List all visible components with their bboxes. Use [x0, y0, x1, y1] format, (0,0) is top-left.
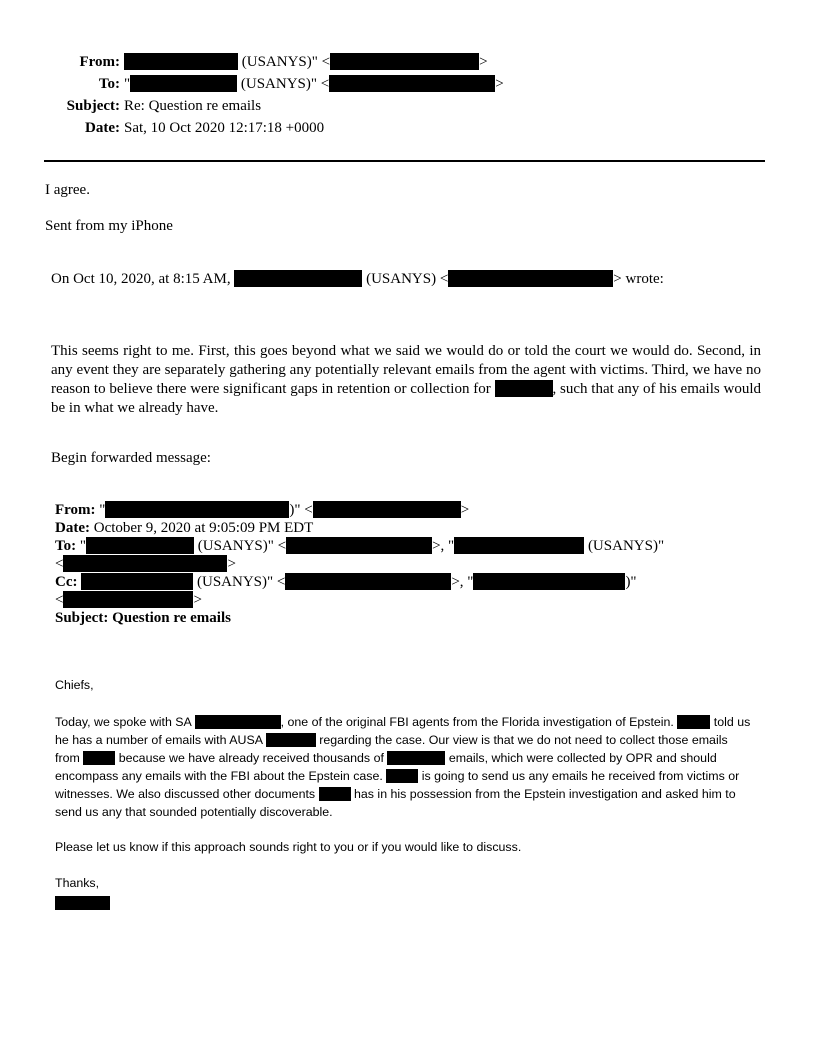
begin-forwarded-label: Begin forwarded message:	[51, 450, 211, 466]
reply-text: I agree.	[45, 182, 90, 198]
forwarded-cc-row: Cc: (USANYS)" < >, " )"	[55, 574, 637, 590]
signature-text: Sent from my iPhone	[45, 218, 173, 234]
redaction-block	[266, 733, 316, 747]
redaction-block	[124, 53, 238, 70]
redaction-block	[677, 715, 710, 729]
redaction-block	[454, 537, 584, 554]
header-divider	[44, 160, 765, 162]
from-label: From:	[79, 54, 120, 70]
forwarded-from-row: From: " )" < >	[55, 502, 470, 518]
message-paragraph: Today, we spoke with SA , one of the original FBI agents from the Florida investigation of Epstein. told us he has a number of emails with AUSA regarding the case. Our view is that we do not need to collect those emails from because we have already received thousands of emails, which were collected by OPR and should encompass any emails with the FBI about the Epstein case. is going to send us any emails he received from victims or witnesses. We also discussed other documents has in his possession from the Epstein investigation and asked him to send us any that sounded potentially discoverable.	[55, 715, 751, 819]
forwarded-subject-row: Subject: Question re emails	[55, 610, 231, 626]
redaction-block	[286, 537, 432, 554]
redaction-block	[105, 501, 289, 518]
redaction-block	[234, 270, 362, 287]
date-label: Date:	[85, 120, 120, 136]
from-value: (USANYS)" < >	[124, 52, 488, 72]
to-label: To:	[98, 76, 120, 92]
redaction-block	[473, 573, 625, 590]
redaction-block	[63, 591, 193, 608]
redaction-block	[386, 769, 418, 783]
quoted-intro: On Oct 10, 2020, at 8:15 AM, (USANYS) < > wrote:	[51, 271, 664, 287]
redaction-block	[285, 573, 451, 590]
redaction-block	[81, 573, 193, 590]
forwarded-date-row: Date: October 9, 2020 at 9:05:09 PM EDT	[55, 520, 314, 536]
message-question: Please let us know if this approach sounds right to you or if you would like to discuss.	[55, 840, 522, 854]
closing: Thanks,	[55, 876, 100, 890]
redaction-block	[319, 787, 351, 801]
redaction-block	[448, 270, 613, 287]
redaction-block	[195, 715, 281, 729]
redaction-block	[330, 53, 479, 70]
redaction-block	[329, 75, 495, 92]
forwarded-to-row-cont: < >	[55, 556, 236, 572]
redaction-block	[55, 896, 110, 910]
subject-value: Re: Question re emails	[124, 98, 262, 114]
date-value: Sat, 10 Oct 2020 12:17:18 +0000	[124, 120, 325, 136]
redaction-block	[86, 537, 194, 554]
subject-label: Subject:	[66, 98, 120, 114]
quoted-paragraph: This seems right to me. First, this goes beyond what we said we would do or told the court we would do. Second, in any event they are separately gathering any potentially relevant emails from the agent with victims. Third, we have no reason to believe there were significant gaps in retention or collection for , such that any of his emails would be in what we already have.	[51, 343, 761, 416]
redaction-block	[313, 501, 461, 518]
redaction-block	[63, 555, 227, 572]
redaction-block	[83, 751, 115, 765]
redaction-block	[387, 751, 445, 765]
to-value: " (USANYS)" < >	[124, 76, 504, 92]
greeting: Chiefs,	[55, 678, 94, 692]
forwarded-to-row: To: " (USANYS)" < >, " (USANYS)"	[55, 538, 665, 554]
forwarded-cc-row-cont: < >	[55, 592, 202, 608]
redaction-block	[495, 380, 553, 397]
redaction-block	[130, 75, 237, 92]
